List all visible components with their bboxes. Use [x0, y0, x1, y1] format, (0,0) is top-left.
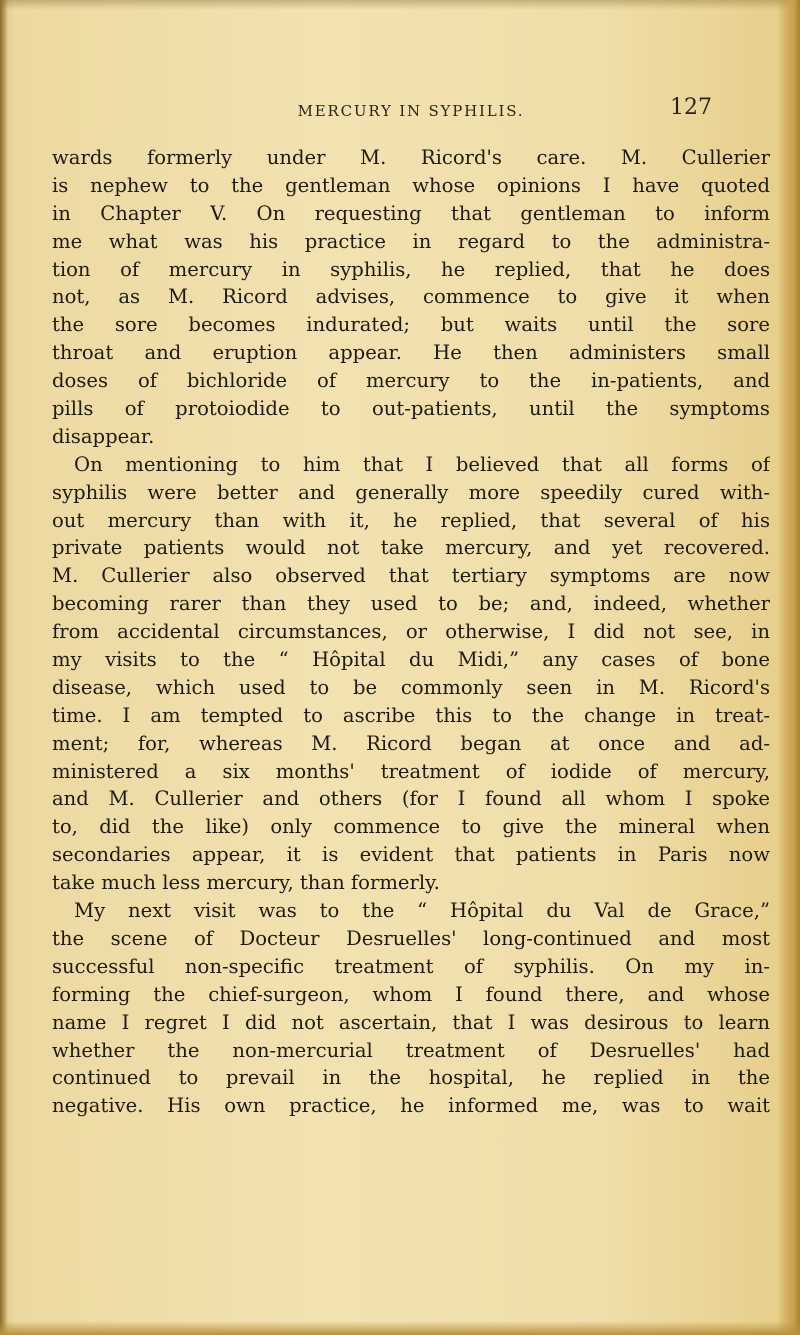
- text-line: from accidental circumstances, or otherwise, I did not see, in: [52, 620, 770, 644]
- text-line: time. I am tempted to ascribe this to the change in treat-: [52, 703, 770, 727]
- text-line: the sore becomes indurated; but waits until the sore: [52, 313, 770, 337]
- text-line: out mercury than with it, he replied, that several of his: [52, 508, 770, 532]
- paragraph-start-line: On mentioning to him that I believed that all forms of: [74, 452, 770, 476]
- binding-gutter: [0, 0, 8, 1335]
- text-line: pills of protoiodide to out-patients, until the symptoms: [52, 397, 770, 421]
- text-line: private patients would not take mercury, and yet recovered.: [52, 536, 770, 560]
- text-line: not, as M. Ricord advises, commence to give it when: [52, 285, 770, 309]
- text-line: syphilis were better and generally more speedily cured with-: [52, 480, 770, 504]
- text-line: M. Cullerier also observed that tertiary symptoms are now: [52, 564, 770, 588]
- text-line: disease, which used to be commonly seen in M. Ricord's: [52, 675, 770, 699]
- paragraph-end-line: disappear.: [52, 424, 155, 448]
- text-line: me what was his practice in regard to the administra-: [52, 229, 770, 253]
- text-line: wards formerly under M. Ricord's care. M. Cullerier: [52, 146, 770, 169]
- page-header: [52, 95, 770, 130]
- page-top-shadow: [0, 0, 800, 10]
- text-line: my visits to the “ Hôpital du Midi,” any cases of bone: [52, 648, 770, 672]
- text-line: forming the chief-surgeon, whom I found there, and whose: [52, 982, 770, 1006]
- text-line: name I regret I did not ascertain, that I was desirous to learn: [52, 1010, 770, 1034]
- text-line: whether the non-mercurial treatment of Desruelles' had: [52, 1038, 770, 1062]
- text-line: and M. Cullerier and others (for I found all whom I spoke: [52, 787, 770, 811]
- text-line: the scene of Docteur Desruelles' long-continued and most: [52, 926, 770, 950]
- text-line: continued to prevail in the hospital, he replied in the: [52, 1066, 770, 1090]
- paragraph-end-line: take much less mercury, than formerly.: [52, 871, 440, 895]
- text-line: successful non-specific treatment of syphilis. On my in-: [52, 954, 770, 978]
- page-bottom-edge: [0, 1321, 800, 1335]
- text-line: ment; for, whereas M. Ricord began at once and ad-: [52, 731, 770, 755]
- text-line: negative. His own practice, he informed me, was to wait: [52, 1094, 770, 1118]
- text-line: to, did the like) only commence to give the mineral when: [52, 815, 770, 839]
- page-number: 127: [670, 95, 712, 120]
- text-line: becoming rarer than they used to be; and, indeed, whether: [52, 592, 770, 616]
- text-line: throat and eruption appear. He then administers small: [52, 341, 770, 365]
- text-line: secondaries appear, it is evident that patients in Paris now: [52, 843, 770, 867]
- body-text: [52, 144, 770, 1120]
- text-line: tion of mercury in syphilis, he replied, that he does: [52, 257, 770, 281]
- text-line: doses of bichloride of mercury to the in-patients, and: [52, 369, 770, 393]
- text-line: is nephew to the gentleman whose opinions I have quoted: [52, 173, 770, 197]
- running-head: MERCURY IN SYPHILIS.: [297, 102, 525, 120]
- text-line: in Chapter V. On requesting that gentleman to inform: [52, 201, 770, 225]
- paragraph-start-line: My next visit was to the “ Hôpital du Val de Grace,”: [74, 899, 770, 923]
- page-fore-edge: [778, 0, 800, 1335]
- text-line: ministered a six months' treatment of iodide of mercury,: [52, 759, 770, 783]
